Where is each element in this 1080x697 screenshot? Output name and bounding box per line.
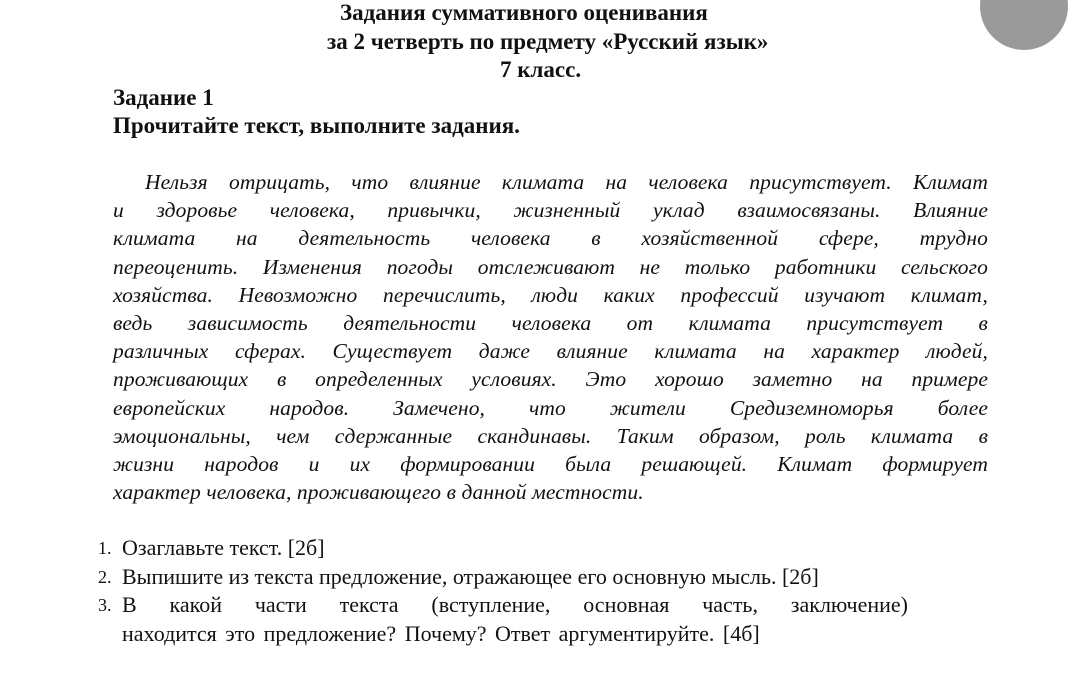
text-line: хозяйства. Невозможно перечислить, люди каких профессий изучают климат, <box>113 282 988 307</box>
text-line: Нельзя отрицать, что влияние климата на человека присутствует. Климат <box>145 170 988 194</box>
corner-circle-button[interactable] <box>980 0 1068 50</box>
question-item <box>98 591 938 648</box>
question-number: 1. <box>98 538 112 558</box>
text-line: ведь зависимость деятельности человека от климата присутствует в <box>113 310 988 335</box>
question-text-continued: находится это предложение? Почему? Ответ аргументируйте. [4б] <box>122 620 760 646</box>
document-title-line-1: Задания суммативного оценивания <box>340 0 708 25</box>
task-heading: Задание 1 <box>113 85 214 110</box>
question-text: Озаглавьте текст. [2б] <box>122 535 325 560</box>
question-text: Выпишите из текста предложение, отражающее его основную мысль. [2б] <box>122 563 819 589</box>
text-line: эмоциональны, чем сдержанные скандинавы. Таким образом, роль климата в <box>113 423 988 448</box>
text-line: европейских народов. Замечено, что жители Средиземноморья более <box>113 395 988 420</box>
text-line: и здоровье человека, привычки, жизненный уклад взаимосвязаны. Влияние <box>113 198 988 223</box>
document-title-line-3: 7 класс. <box>500 57 582 82</box>
task-instruction: Прочитайте текст, выполните задания. <box>113 113 520 138</box>
text-line: характер человека, проживающего в данной местности. <box>113 480 644 505</box>
text-line: проживающих в определенных условиях. Это хорошо заметно на примере <box>113 367 988 392</box>
question-number: 3. <box>98 595 112 615</box>
text-line: различных сферах. Существует даже влияние климата на характер людей, <box>113 339 988 364</box>
reading-text <box>113 168 988 506</box>
question-list <box>98 534 938 648</box>
document-title-line-2: за 2 четверть по предмету «Русский язык» <box>327 29 769 54</box>
question-text: В какой части текста (вступление, основная часть, заключение) <box>122 592 908 617</box>
question-item <box>98 534 938 563</box>
text-line: жизни народов и их формировании была решающей. Климат формирует <box>113 451 988 476</box>
question-item <box>98 563 938 592</box>
text-line: климата на деятельность человека в хозяйственной сфере, трудно <box>113 226 988 251</box>
question-number: 2. <box>98 566 112 587</box>
text-line: переоценить. Изменения погоды отслеживают не только работники сельского <box>113 254 988 279</box>
